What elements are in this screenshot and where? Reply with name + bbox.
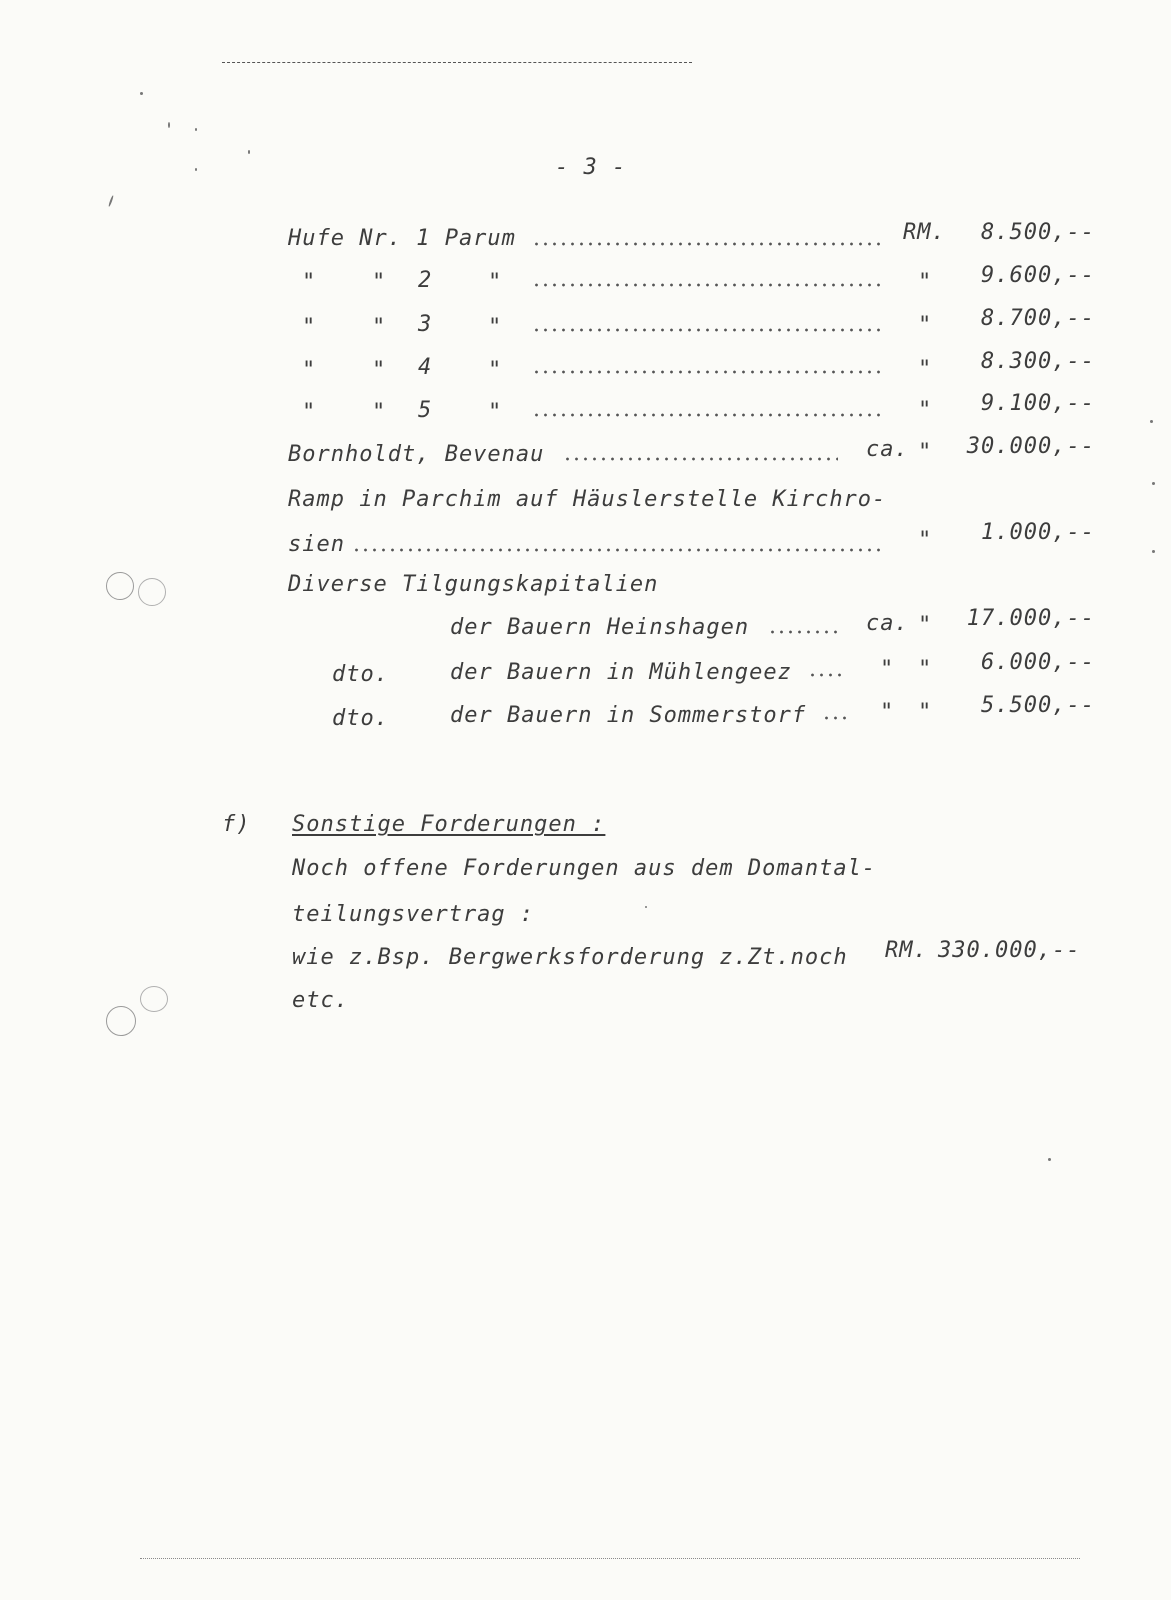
ditto-mark: " [488,270,503,295]
entry-amount: 1.000,-- [981,520,1095,545]
entry-amount: 9.600,-- [981,263,1095,288]
scan-speck [195,128,197,131]
entry-amount: 8.700,-- [981,306,1095,331]
section-line-3: wie z.Bsp. Bergwerksforderung z.Zt.noch [292,945,848,970]
ditto-mark: " [918,440,933,465]
bottom-rule [140,1558,1080,1559]
ditto-mark: " [918,657,933,682]
diverse-label: der Bauern Heinshagen [450,615,750,640]
section-amount: 330.000,-- [938,938,1081,963]
entry-number: 2 [418,268,433,293]
ditto-mark: " [918,398,933,423]
scan-speck [168,122,170,128]
entry-number: 3 [418,312,433,337]
scan-speck [1152,550,1155,553]
entry-ca: ca. [866,437,909,462]
entry-amount: 5.500,-- [981,693,1095,718]
leader-dots [532,413,882,417]
top-rule [222,62,692,63]
entry-unit: RM. [903,220,946,245]
ditto-mark: " [918,313,933,338]
dto-prefix: dto. [332,662,389,687]
entry-ca: ca. [866,611,909,636]
scan-speck [645,906,647,908]
scan-speck [1048,1158,1051,1161]
section-line-2: teilungsvertrag : [292,902,535,927]
entry-amount: 30.000,-- [966,434,1095,459]
ditto-mark: " [372,358,387,383]
ditto-mark: " [918,613,933,638]
punch-hole [106,572,134,600]
ditto-mark: " [302,400,317,425]
section-line-1: Noch offene Forderungen aus dem Domantal- [292,856,877,881]
scan-speck [195,168,197,171]
ditto-mark: " [918,270,933,295]
ditto-mark: " [918,700,933,725]
ditto-mark: " [302,315,317,340]
entry-amount: 8.300,-- [981,349,1095,374]
leader-dots [768,630,840,634]
leader-dots [352,548,884,552]
scan-speck [1150,420,1153,423]
leader-dots [822,716,852,720]
entry-number: 5 [418,398,433,423]
diverse-label: der Bauern in Mühlengeez [450,660,792,685]
ditto-mark: " [372,270,387,295]
entry-amount: 9.100,-- [981,391,1095,416]
section-line-4: etc. [292,988,349,1013]
leader-dots [532,328,882,332]
diverse-heading: Diverse Tilgungskapitalien [288,572,659,597]
entry-label: Bornholdt, Bevenau [288,442,545,467]
ditto-mark: " [488,400,503,425]
dto-prefix: dto. [332,706,389,731]
entry-amount: 17.000,-- [966,606,1095,631]
section-marker: f) [222,812,251,837]
scan-speck [140,92,143,95]
ramp-line-2: sien [288,532,345,557]
scan-speck [248,150,250,154]
ramp-line-1: Ramp in Parchim auf Häuslerstelle Kirchro- [288,487,887,512]
punch-hole [138,578,166,606]
leader-dots [563,457,838,461]
section-heading: Sonstige Forderungen : [292,812,606,837]
section-unit: RM. [885,938,928,963]
leader-dots [532,283,882,287]
ditto-mark: " [488,358,503,383]
ditto-mark: " [302,270,317,295]
leader-dots [808,673,844,677]
entry-label: Hufe Nr. 1 Parum [288,226,516,251]
diverse-label: der Bauern in Sommerstorf [450,703,807,728]
entry-amount: 6.000,-- [981,650,1095,675]
page-number: - 3 - [555,155,627,180]
ditto-mark: " [880,657,895,682]
entry-amount: 8.500,-- [981,220,1095,245]
leader-dots [532,370,882,374]
ditto-mark: " [880,700,895,725]
scan-speck [1152,482,1155,485]
punch-hole [140,986,168,1012]
ditto-mark: " [302,358,317,383]
ditto-mark: " [372,400,387,425]
scan-speck [108,195,114,207]
entry-number: 4 [418,355,433,380]
leader-dots [532,242,882,246]
ditto-mark: " [372,315,387,340]
ditto-mark: " [918,528,933,553]
ditto-mark: " [918,357,933,382]
ditto-mark: " [488,315,503,340]
punch-hole [106,1006,136,1036]
